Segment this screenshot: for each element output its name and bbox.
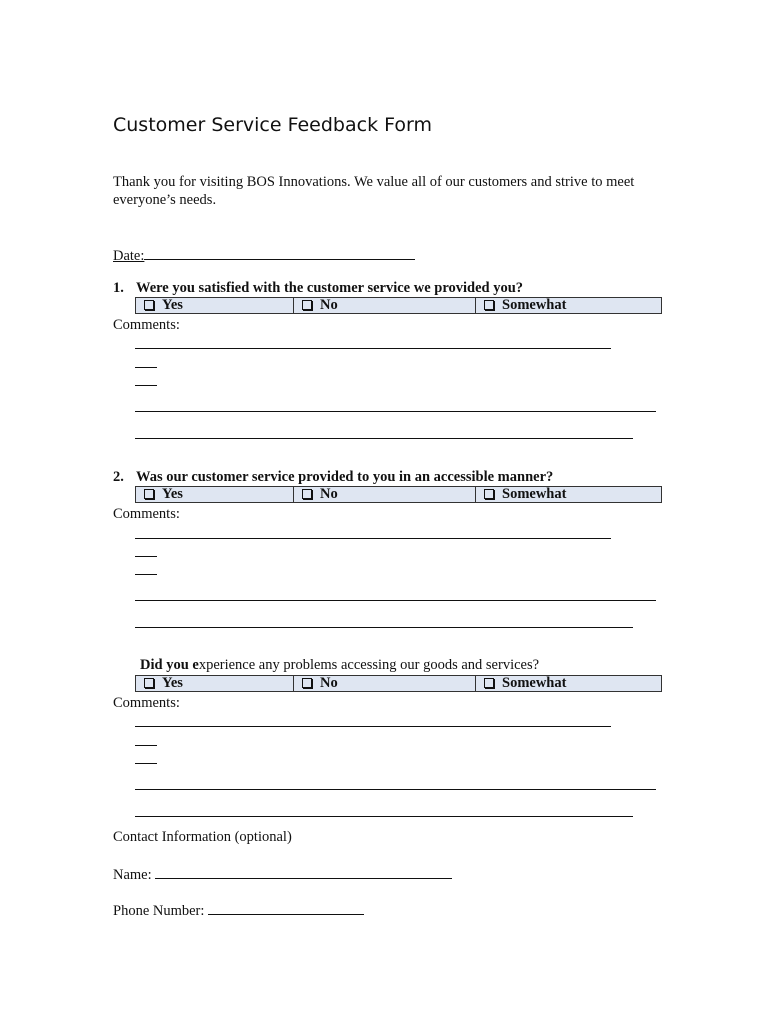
option-somewhat[interactable]: [476, 298, 661, 313]
checkbox-icon[interactable]: [302, 489, 312, 499]
question-text: Was our customer service provided to you in an accessible manner?: [136, 469, 554, 485]
name-label: Name:: [113, 867, 156, 883]
phone-row: [113, 900, 364, 920]
comment-line[interactable]: [135, 745, 157, 746]
checkbox-icon[interactable]: [484, 678, 494, 688]
question-number: 1.: [113, 280, 124, 296]
question-text-bold: Did you e: [140, 657, 199, 673]
phone-label: Phone Number:: [113, 903, 209, 919]
comment-line[interactable]: [135, 556, 157, 557]
option-no[interactable]: [294, 676, 476, 691]
option-yes[interactable]: [136, 298, 294, 313]
option-yes[interactable]: [136, 487, 294, 502]
intro-text: Thank you for visiting BOS Innovations. We value all of our customers and strive to meet everyone’s needs.: [113, 174, 635, 208]
name-field[interactable]: [155, 864, 452, 879]
comment-line[interactable]: [135, 411, 656, 412]
option-label: Somewhat: [502, 486, 567, 502]
comment-line[interactable]: [135, 574, 157, 575]
date-field[interactable]: [144, 245, 415, 260]
option-label: Yes: [162, 486, 183, 502]
comment-line[interactable]: [135, 627, 633, 628]
question-2: [113, 469, 553, 486]
comment-line[interactable]: [135, 348, 611, 349]
comments-label: Comments:: [113, 695, 180, 711]
date-label: Date:: [113, 248, 145, 264]
question-text: Were you satisfied with the customer service we provided you?: [136, 280, 524, 296]
comment-line[interactable]: [135, 385, 157, 386]
comment-line[interactable]: [135, 600, 656, 601]
form-title: Customer Service Feedback Form: [113, 114, 432, 136]
date-row: [113, 245, 415, 265]
checkbox-icon[interactable]: [144, 678, 154, 688]
checkbox-icon[interactable]: [484, 489, 494, 499]
comment-line[interactable]: [135, 438, 633, 439]
checkbox-icon[interactable]: [144, 489, 154, 499]
option-somewhat[interactable]: [476, 676, 661, 691]
option-label: No: [320, 297, 338, 313]
checkbox-icon[interactable]: [144, 300, 154, 310]
option-label: No: [320, 675, 338, 691]
option-label: Somewhat: [502, 297, 567, 313]
comment-line[interactable]: [135, 816, 633, 817]
question-1: [113, 280, 523, 297]
question-3: [140, 657, 539, 674]
options-row-q3: [135, 675, 662, 692]
options-row-q1: [135, 297, 662, 314]
checkbox-icon[interactable]: [302, 300, 312, 310]
checkbox-icon[interactable]: [302, 678, 312, 688]
comment-line[interactable]: [135, 367, 157, 368]
comments-label: Comments:: [113, 506, 180, 522]
contact-heading: Contact Information (optional): [113, 829, 292, 845]
options-row-q2: [135, 486, 662, 503]
comment-line[interactable]: [135, 789, 656, 790]
comment-line[interactable]: [135, 763, 157, 764]
option-yes[interactable]: [136, 676, 294, 691]
option-no[interactable]: [294, 487, 476, 502]
name-row: [113, 864, 452, 884]
option-label: No: [320, 486, 338, 502]
comment-line[interactable]: [135, 726, 611, 727]
option-somewhat[interactable]: [476, 487, 661, 502]
question-number: 2.: [113, 469, 124, 485]
comments-label: Comments:: [113, 317, 180, 333]
option-label: Somewhat: [502, 675, 567, 691]
question-text: xperience any problems accessing our goods and services?: [198, 657, 540, 673]
option-label: Yes: [162, 297, 183, 313]
option-label: Yes: [162, 675, 183, 691]
checkbox-icon[interactable]: [484, 300, 494, 310]
option-no[interactable]: [294, 298, 476, 313]
phone-field[interactable]: [208, 900, 364, 915]
comment-line[interactable]: [135, 538, 611, 539]
